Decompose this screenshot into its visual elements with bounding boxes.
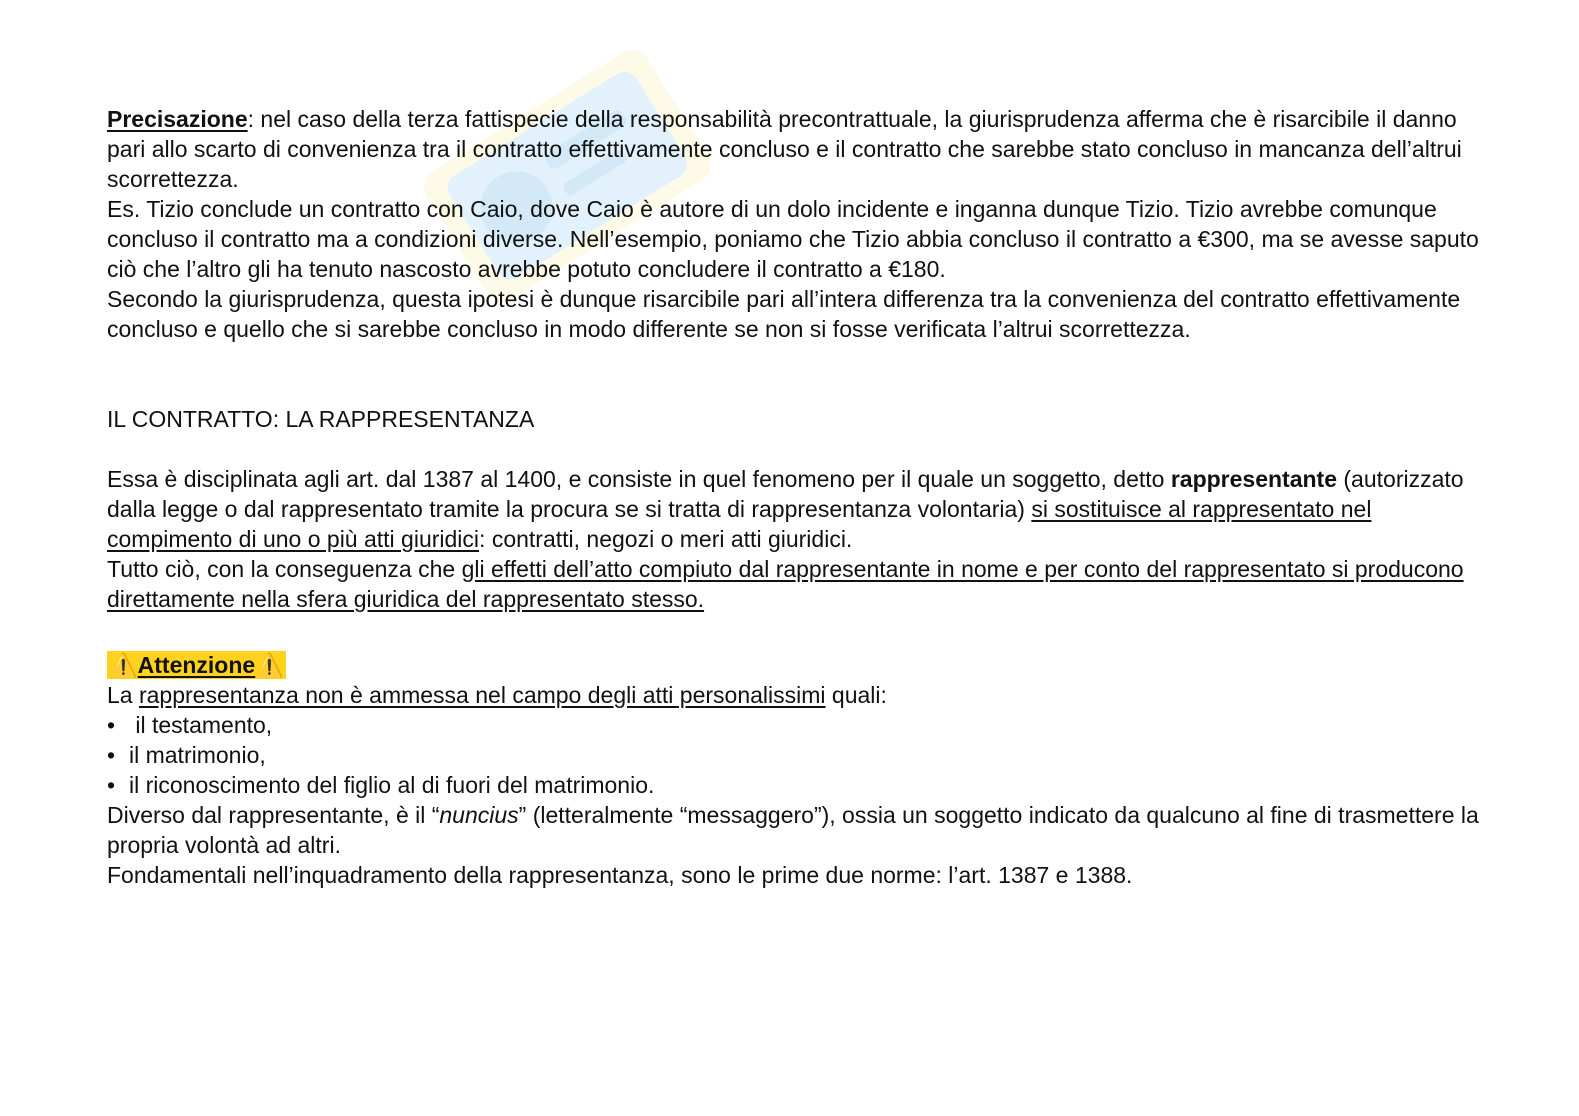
paragraph-personalissimi (107, 680, 1487, 710)
definition-text-1: Essa è disciplinata agli art. dal 1387 al 1400, e consiste in quel fenomeno per il quale un soggetto, detto (107, 466, 1171, 492)
nuncius-text-2: ” (letteralmente “messaggero”), ossia un soggetto indicato da qualcuno al fine di trasmettere la propria volontà ad altri. (107, 802, 1479, 858)
attention-heading (107, 650, 1487, 680)
section-title: IL CONTRATTO: LA RAPPRESENTANZA (107, 406, 535, 432)
rappresentante-term: rappresentante (1170, 466, 1337, 492)
effects-text: Tutto ciò, con la conseguenza che (107, 556, 462, 582)
paragraph-example: Es. Tizio conclude un contratto con Caio, dove Caio è autore di un dolo incidente e inganna dunque Tizio. Tizio avrebbe comunque concluso il contratto ma a condizioni diverse. Nell’esempio, poniamo che Tizio abbia concluso il contratto a €300, ma se avesse saputo ciò che l’altro gli ha tenuto nascosto avrebbe potuto concludere il contratto a €180. (107, 196, 1479, 282)
attention-badge (107, 651, 286, 679)
paragraph-norme: Fondamentali nell’inquadramento della rappresentanza, sono le prime due norme: l’art. 1387 e 1388. (107, 862, 1133, 888)
paragraph-definition (107, 464, 1487, 554)
precisazione-label: Precisazione (107, 106, 248, 132)
personalissimi-text-1: La (107, 682, 139, 708)
list-item-text: il riconoscimento del figlio al di fuori del matrimonio. (129, 772, 655, 798)
paragraph-precisazione (107, 104, 1487, 194)
effects-underlined: gli effetti dell’atto compiuto dal rappresentante in nome e per conto del rappresentato si producono direttamente nella sfera giuridica del rappresentato stesso. (107, 556, 1464, 612)
list-item-text: il matrimonio, (129, 742, 266, 768)
nuncius-text-1: Diverso dal rappresentante, è il “ (107, 802, 440, 828)
personalissimi-text-2: quali: (825, 682, 887, 708)
bullet-icon: • (107, 742, 116, 768)
warning-icon: ⚠️ (255, 652, 284, 678)
definition-text-3: : contratti, negozi o meri atti giuridici. (479, 526, 853, 552)
paragraph-giurisprudenza: Secondo la giurisprudenza, questa ipotesi è dunque risarcibile pari all’intera differenza tra la convenienza del contratto effettivamente concluso e quello che si sarebbe concluso in modo differente se non si fosse verificata l’altrui scorrettezza. (107, 286, 1461, 342)
definition-underlined: si sostituisce al rappresentato nel compimento di uno o più atti giuridici (107, 496, 1372, 552)
nuncius-term: nuncius (439, 802, 519, 828)
list-item (107, 770, 1487, 800)
attention-title: Attenzione (137, 652, 256, 678)
bullet-icon: • (107, 772, 116, 798)
paragraph-effects (107, 554, 1487, 614)
document-page (107, 104, 1487, 890)
list-item (107, 740, 1487, 770)
bullet-icon: • (107, 712, 116, 738)
atti-personalissimi-list (107, 710, 1487, 800)
list-item-text: il testamento, (129, 712, 273, 738)
definition-text-2: (autorizzato dalla legge o dal rappresentato tramite la procura se si tratta di rappresentanza volontaria) (107, 466, 1464, 522)
warning-icon: ⚠️ (109, 652, 138, 678)
list-item (107, 710, 1487, 740)
precisazione-text: : nel caso della terza fattispecie della responsabilità precontrattuale, la giurisprudenza afferma che è risarcibile il danno pari allo scarto di convenienza tra il contratto effettivamente concluso e il contratto che sarebbe stato concluso in mancanza dell’altrui scorrettezza. (107, 106, 1462, 192)
personalissimi-underlined: rappresentanza non è ammessa nel campo degli atti personalissimi (138, 682, 826, 708)
paragraph-nuncius (107, 800, 1487, 860)
